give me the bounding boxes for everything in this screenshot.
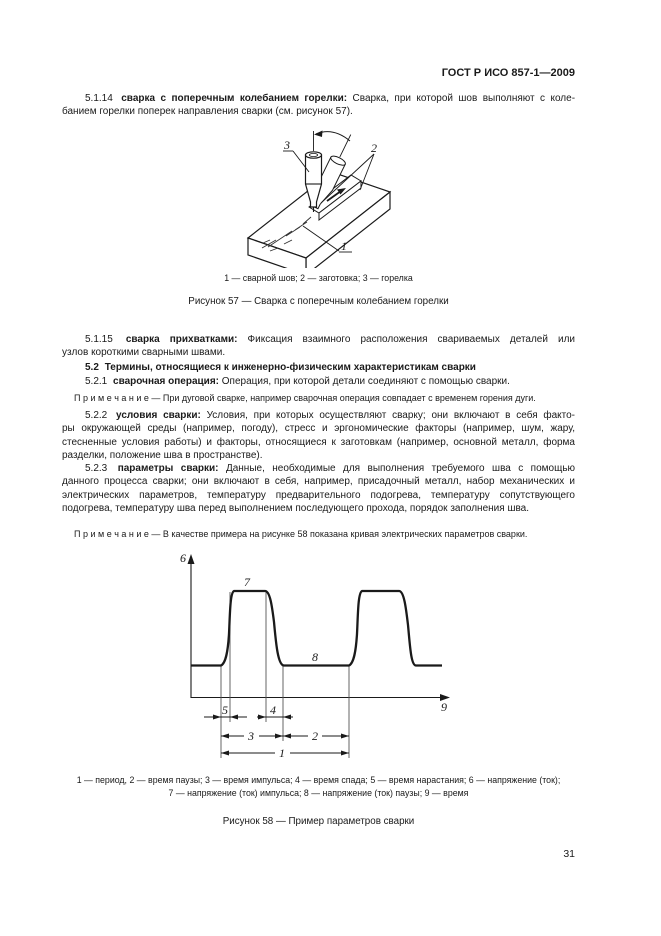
figure57-label-torch: 3 [284, 138, 290, 152]
clause-term: сварка прихватками: [125, 334, 238, 345]
pause-time-label: 2 [312, 729, 318, 743]
clause-text: Данные, необходимые для выполнения требуемого шва с помощью [225, 463, 576, 474]
figure-57-drawing [195, 128, 435, 268]
oscillation-arrow-head [314, 131, 323, 138]
clause-line: стесненные условия работы) и факторы, относящиеся к заготовкам (например, основной металл, форма [62, 436, 575, 448]
clause-line [62, 462, 575, 475]
pulse-level-label: 7 [244, 575, 250, 589]
extension-lines [221, 592, 349, 758]
figure-58-title: Рисунок 58 — Пример параметров сварки [222, 816, 415, 827]
clause-term: условия сварки: [116, 410, 201, 421]
figure-57-title: Рисунок 57 — Сварка с поперечным колебанием горелки [188, 296, 449, 307]
figure-58-caption [62, 774, 575, 800]
clause-5-1-15 [62, 333, 575, 360]
clause-text: Условия, при которых осуществляют сварку; они включают в себя факто- [206, 410, 576, 421]
figure-58-caption-line1: 1 — период, 2 — время паузы; 3 — время импульса; 4 — время спада; 5 — время нарастания; 6 — напряжение (ток); [76, 775, 561, 785]
clause-number: 5.2.3 [85, 463, 108, 474]
clause-number: 5.1.14 [85, 93, 113, 104]
document-header: ГОСТ Р ИСО 857-1—2009 [441, 67, 575, 79]
clause-line [62, 92, 575, 105]
clause-number: 5.1.15 [85, 334, 113, 345]
figure-58-waveform [150, 548, 470, 773]
clause-5-1-14 [62, 92, 575, 119]
clause-text: Фиксация взаимного расположения свариваемых деталей или [247, 334, 575, 345]
section-number: 5.2 [85, 362, 99, 373]
figure57-label-seam: 1 [341, 239, 347, 253]
clause-term: параметры сварки: [117, 463, 219, 474]
clause-line [62, 375, 575, 388]
clause-5-2-2 [62, 409, 575, 462]
page-number: 31 [563, 848, 575, 860]
clause-term: сварочная операция: [113, 376, 219, 387]
period-label: 1 [279, 746, 285, 760]
clause-5-2-3 [62, 462, 575, 515]
clause-line: ры окружающей среды (например, погоду), стресс и эргономические факторы (например, шум, жару, [62, 423, 575, 435]
clause-term: сварка с поперечным колебанием горелки: [121, 93, 348, 104]
clause-line: разделки, положение шва в пространстве). [62, 449, 263, 461]
clause-number: 5.2.2 [85, 410, 108, 421]
clause-line [62, 409, 575, 422]
figure-57-caption: 1 — сварной шов; 2 — заготовка; 3 — горелка [224, 273, 413, 283]
clause-line: данного процесса сварки; они включают в себя, например, присадочный металл, набор механических и [62, 476, 575, 488]
rise-time-label: 5 [222, 703, 228, 717]
y-axis-label: 6 [180, 551, 186, 565]
clause-line: банием горелки поперек направления сварки (см. рисунок 57). [62, 106, 353, 118]
fall-time-label: 4 [270, 703, 276, 717]
clause-line [62, 333, 575, 346]
clause-text: Операция, при которой детали соединяют с помощью сварки. [221, 376, 510, 387]
note-2: П р и м е ч а н и е — В качестве примера на рисунке 58 показана кривая электрических параметров сварки. [74, 529, 528, 539]
clause-text: Сварка, при которой шов выполняют с коле- [352, 93, 576, 104]
figure-58-caption-line2: 7 — напряжение (ток) импульса; 8 — напряжение (ток) паузы; 9 — время [168, 788, 469, 798]
clause-5-2-1 [62, 375, 575, 388]
section-5-2-heading [62, 361, 575, 374]
figure57-label-workpiece: 2 [371, 141, 377, 155]
y-axis-arrow [188, 554, 195, 564]
clause-line: электрических параметров, температуру предварительного подогрева, температуру сопутствующего [62, 489, 575, 501]
pulse-time-label: 3 [248, 729, 254, 743]
note-1: П р и м е ч а н и е — При дуговой сварке, например сварочная операция совпадает с временем горения дуги. [74, 393, 536, 403]
clause-number: 5.2.1 [85, 376, 108, 387]
x-axis-label: 9 [441, 700, 447, 714]
pause-level-label: 8 [312, 650, 318, 664]
clause-line: узлов короткими сварными швами. [62, 347, 226, 359]
clause-line: подогрева, температуру шва перед выполнением последующего прохода, порядок заполнения шва. [62, 502, 530, 514]
section-title: Термины, относящиеся к инженерно-физическим характеристикам сварки [104, 362, 476, 373]
